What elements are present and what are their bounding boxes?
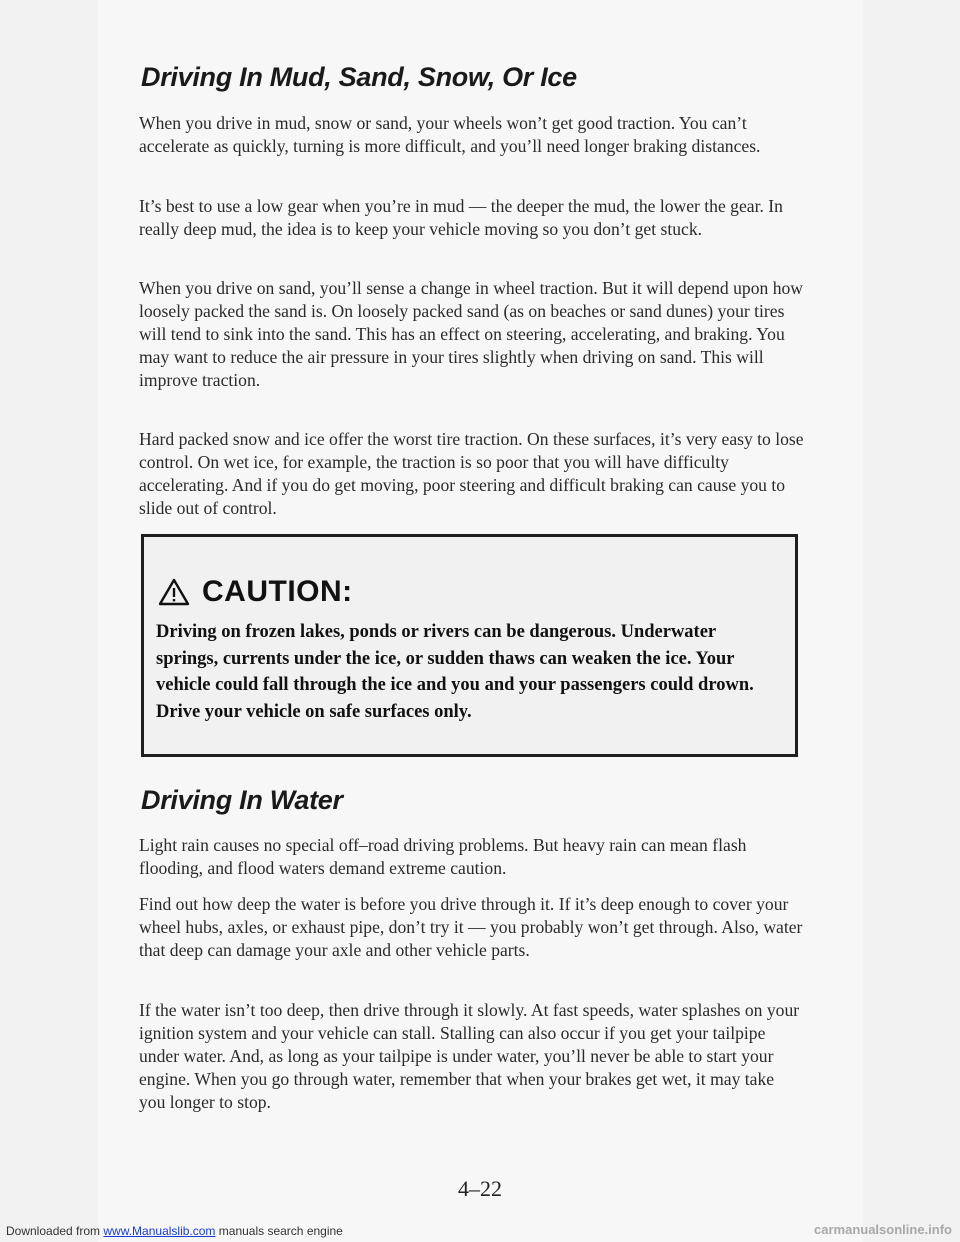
- manualslib-link[interactable]: www.Manualslib.com: [103, 1224, 216, 1238]
- paragraph-light-rain: Light rain causes no special off–road driving problems. But heavy rain can mean flash flooding, and flood waters demand extreme caution.: [139, 835, 747, 878]
- paragraph-water-depth: Find out how deep the water is before you drive through it. If it’s deep enough to cover your wheel hubs, axles, or exhaust pipe, don’t try it — you probably won’t get through. Also, water that deep can damage your axle and other vehicle parts.: [139, 894, 803, 960]
- footer-prefix: Downloaded from: [6, 1224, 104, 1238]
- paragraph-snow-ice: Hard packed snow and ice offer the worst tire traction. On these surfaces, it’s very easy to lose control. On wet ice, for example, the traction is so poor that you will have difficulty accelerating. And if you do get moving, poor steering and difficult braking can cause you to slide out of control.: [139, 429, 804, 518]
- page-number: 4–22: [458, 1176, 502, 1201]
- download-footer: [6, 1224, 343, 1238]
- caution-box: [141, 534, 798, 757]
- site-watermark: carmanualsonline.info: [814, 1222, 952, 1237]
- caution-title: [158, 575, 353, 609]
- warning-triangle-icon: [158, 578, 190, 606]
- paragraph-traction: When you drive in mud, snow or sand, your wheels won’t get good traction. You can’t accelerate as quickly, turning is more difficult, and you’ll need longer braking distances.: [139, 113, 761, 156]
- paragraph-sand: When you drive on sand, you’ll sense a change in wheel traction. But it will depend upon how loosely packed the sand is. On loosely packed sand (as on beaches or sand dunes) your tires will tend to sink into the sand. This has an effect on steering, accelerating, and braking. You may want to reduce the air pressure in your tires slightly when driving on sand. This will improve traction.: [139, 278, 804, 390]
- caution-text: Driving on frozen lakes, ponds or rivers can be dangerous. Underwater springs, currents under the ice, or sudden thaws can weaken the ice. Your vehicle could fall through the ice and you and your passengers could drown. Drive your vehicle on safe surfaces only.: [156, 622, 754, 722]
- paragraph-mud: It’s best to use a low gear when you’re in mud — the deeper the mud, the lower the gear. In really deep mud, the idea is to keep your vehicle moving so you don’t get stuck.: [139, 196, 783, 239]
- caution-label: CAUTION:: [202, 575, 353, 608]
- footer-suffix: manuals search engine: [215, 1224, 343, 1238]
- section-heading-water: Driving In Water: [141, 785, 343, 815]
- paragraph-drive-slowly: If the water isn’t too deep, then drive through it slowly. At fast speeds, water splashes on your ignition system and your vehicle can stall. Stalling can also occur if you get your tailpipe under water. And, as long as your tailpipe is under water, you’ll never be able to start your engine. When you go through water, remember that when your brakes get wet, it may take you longer to stop.: [139, 1000, 800, 1112]
- section-heading-mud-sand-snow-ice: Driving In Mud, Sand, Snow, Or Ice: [141, 62, 577, 92]
